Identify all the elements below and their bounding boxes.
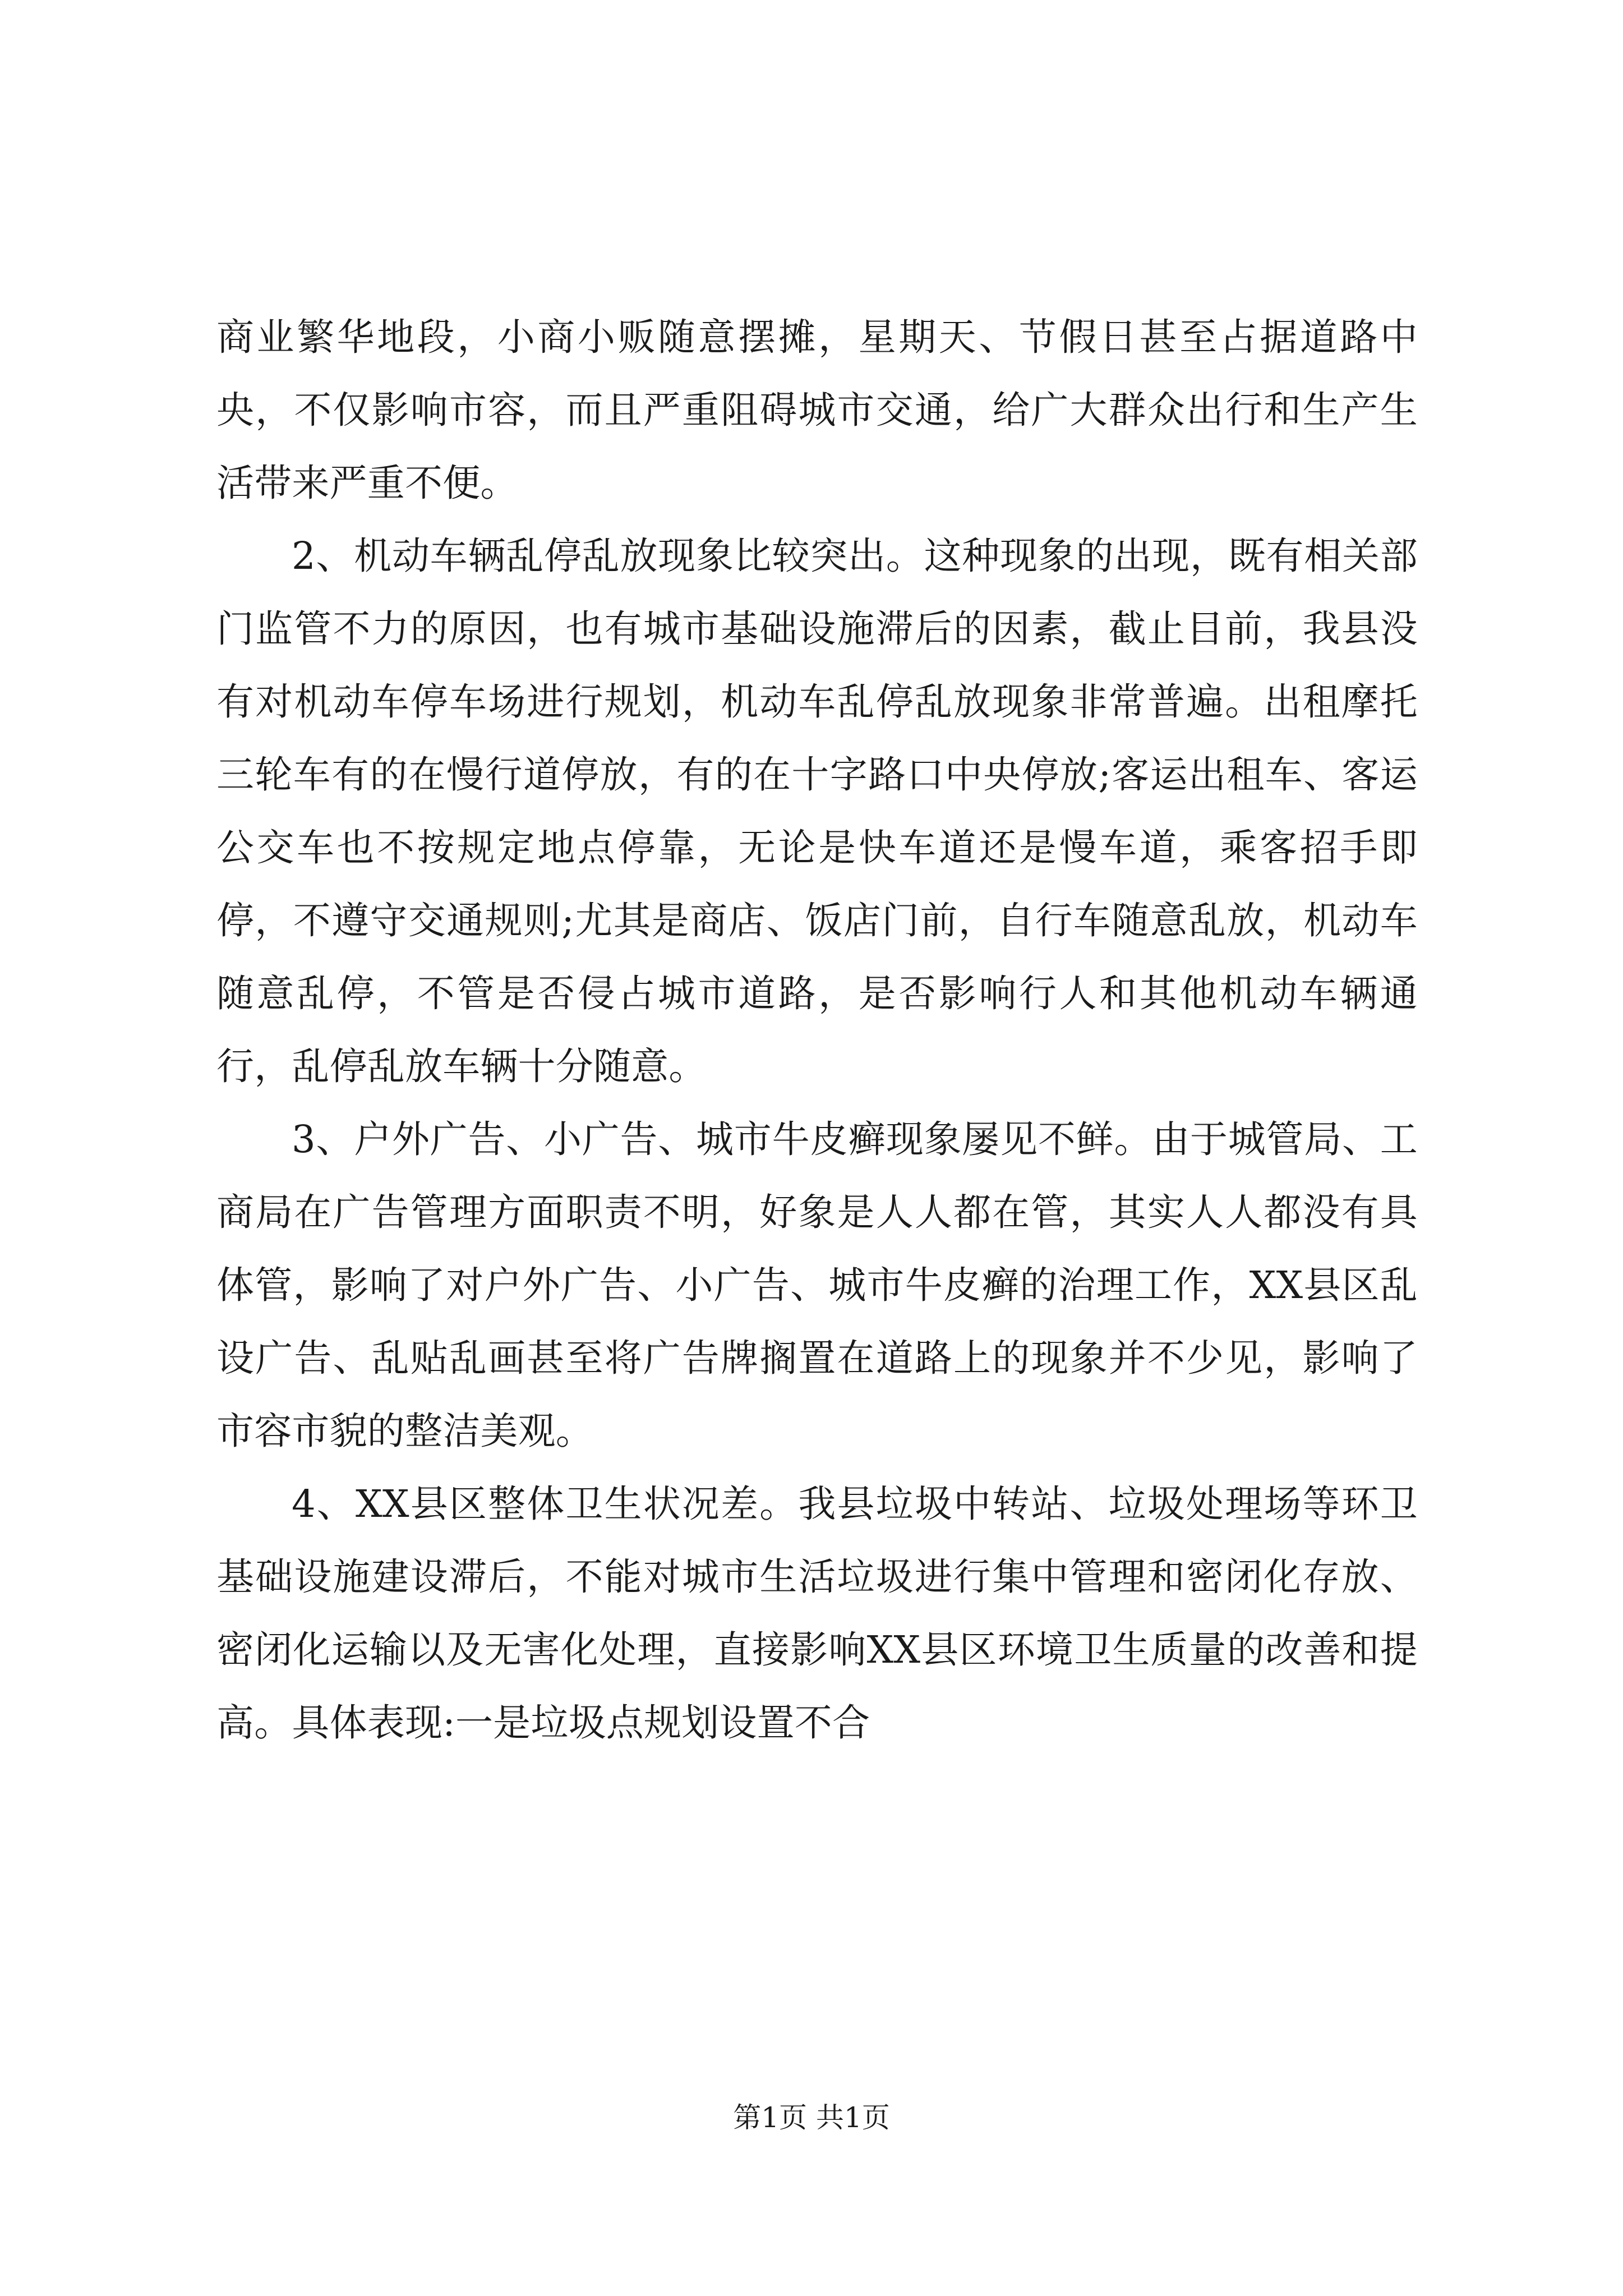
paragraph-1: 商业繁华地段，小商小贩随意摆摊，星期天、节假日甚至占据道路中央，不仅影响市容，而且严重阻碍城市交通，给广大群众出行和生产生活带来严重不便。 [216, 315, 1418, 505]
paragraph-3: 3、户外广告、小广告、城市牛皮癣现象屡见不鲜。由于城管局、工商局在广告管理方面职责不明，好象是人人都在管，其实人人都没有具体管，影响了对户外广告、小广告、城市牛皮癣的治理工作，XX县区乱设广告、乱贴乱画甚至将广告牌搁置在道路上的现象并不少见，影响了市容市貌的整洁美观。 [216, 1117, 1418, 1453]
paragraph-2: 2、机动车辆乱停乱放现象比较突出。这种现象的出现，既有相关部门监管不力的原因，也有城市基础设施滞后的因素，截止目前，我县没有对机动车停车场进行规划，机动车乱停乱放现象非常普遍。出租摩托三轮车有的在慢行道停放，有的在十字路口中央停放;客运出租车、客运公交车也不按规定地点停靠，无论是快车道还是慢车道，乘客招手即停，不遵守交通规则;尤其是商店、饭店门前，自行车随意乱放，机动车随意乱停，不管是否侵占城市道路，是否影响行人和其他机动车辆通行，乱停乱放车辆十分随意。 [216, 534, 1418, 1088]
page-footer [0, 2098, 1623, 2137]
page-number-label: 第1页 共1页 [733, 2101, 890, 2134]
paragraph-4: 4、XX县区整体卫生状况差。我县垃圾中转站、垃圾处理场等环卫基础设施建设滞后，不能对城市生活垃圾进行集中管理和密闭化存放、密闭化运输以及无害化处理，直接影响XX县区环境卫生质量的改善和提高。具体表现:一是垃圾点规划设置不合 [216, 1482, 1418, 1745]
document-body [216, 301, 1418, 1759]
